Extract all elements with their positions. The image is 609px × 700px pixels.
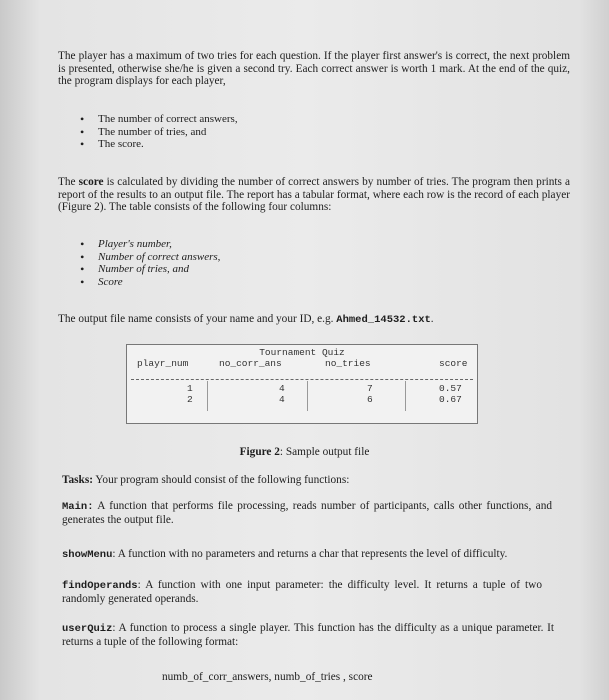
list-item: • The number of tries, and (80, 126, 238, 139)
table-cell: 7 (367, 383, 373, 394)
score-paragraph: The score is calculated by dividing the number of correct answers by number of tries. The program then prints a report of the results to an output file. The report has a tabular format, where each row is the record of each player (Figure 2). The table consists of the following four columns: (58, 176, 571, 214)
divider (207, 381, 208, 411)
table-header: no_tries (325, 358, 371, 369)
divider (307, 381, 308, 411)
table-cell: 4 (279, 383, 285, 394)
results-list (80, 113, 238, 151)
tasks-line: Tasks: Your program should consist of the following functions: (62, 474, 350, 486)
tuple-format: numb_of_corr_answers, numb_of_tries , score (162, 671, 373, 683)
table-cell: 0.57 (439, 383, 462, 394)
intro-paragraph: The player has a maximum of two tries for each question. If the player first answer's is correct, the next problem is presented, otherwise she/he is given a second try. Each correct answer is worth 1 mark. At the end of the quiz, the program displays for each player, (58, 50, 570, 88)
userquiz-function-desc: userQuiz: A function to process a single player. This function has the difficulty as a unique parameter. It returns a tuple of the following format: (62, 622, 554, 648)
findoperands-function-desc: findOperands: A function with one input parameter: the difficulty level. It returns a tuple of two randomly generated operands. (62, 579, 542, 605)
sample-output-table (126, 344, 478, 424)
divider (405, 381, 406, 411)
list-item: • The number of correct answers, (80, 113, 238, 126)
table-cell: 0.67 (439, 394, 462, 405)
table-cell: 4 (279, 394, 285, 405)
table-cell: 1 (187, 383, 193, 394)
figure-caption: Figure 2: Sample output file (239, 446, 370, 458)
table-cell: 2 (187, 394, 193, 405)
showmenu-function-desc: showMenu: A function with no parameters and returns a char that represents the level of difficulty. (62, 548, 508, 561)
list-item: • Score (80, 276, 220, 289)
table-header: playr_num (137, 358, 189, 369)
list-item: • Player's number, (80, 238, 220, 251)
table-cell: 6 (367, 394, 373, 405)
list-item: • The score. (80, 138, 238, 151)
columns-list (80, 238, 220, 288)
table-title: Tournament Quiz (259, 347, 345, 358)
table-header: no_corr_ans (219, 358, 282, 369)
list-item: • Number of tries, and (80, 263, 220, 276)
list-item: • Number of correct answers, (80, 251, 220, 264)
divider (131, 379, 473, 380)
filename-paragraph: The output file name consists of your name and your ID, e.g. Ahmed_14532.txt. (58, 313, 434, 326)
table-header: score (439, 358, 468, 369)
main-function-desc: Main: A function that performs file processing, reads number of participants, calls other functions, and generates the output file. (62, 500, 552, 526)
